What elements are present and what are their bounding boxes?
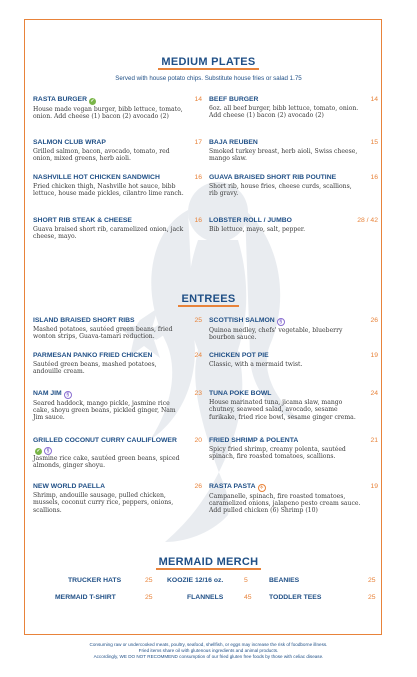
menu-item — [209, 96, 378, 120]
merch-item-name: MERMAID T-SHIRT — [55, 594, 116, 601]
menu-item-price: 16 — [370, 174, 378, 181]
merch-item-name: TODDLER TEES — [269, 594, 322, 601]
menu-item-name-text: PARMESAN PANKO FRIED CHICKEN — [33, 352, 153, 359]
menu-item-description: Grilled salmon, bacon, avocado, tomato, red onion, mixed greens, herb aioli. — [33, 148, 170, 163]
menu-item-name-text: SCOTTISH SALMON — [209, 317, 275, 324]
menu-item-name-text: TUNA POKE BOWL — [209, 390, 272, 397]
menu-item-description: Bib lettuce, mayo, salt, pepper. — [209, 226, 306, 233]
menu-item — [33, 96, 202, 120]
menu-item-price: 28 / 42 — [357, 217, 378, 224]
menu-item-price: 24 — [370, 390, 378, 397]
menu-item-name — [33, 139, 185, 148]
menu-item — [33, 139, 202, 163]
menu-item — [33, 437, 202, 470]
menu-item-name-text: GUAVA BRAISED SHORT RIB POUTINE — [209, 174, 337, 181]
merch-item-name: FLANNELS — [187, 594, 224, 601]
menu-item-price: 23 — [194, 390, 202, 397]
menu-item-description: Campanelle, spinach, fire roasted tomatoes, caramelized onions, jalapeno pesto cream sauce. Add pulled chicken (6) Shrimp (10) — [209, 492, 361, 515]
menu-item-name-text: FRIED SHRIMP & POLENTA — [209, 437, 299, 444]
merch-item-price: 5 — [244, 577, 248, 584]
menu-item-name — [33, 390, 185, 399]
menu-item-description: Spicy fried shrimp, creamy polenta, sautéed spinach, fire roasted tomatoes, scallions. — [209, 446, 346, 461]
menu-item-name — [209, 390, 361, 399]
menu-item-name-text: NAM JIM — [33, 390, 62, 397]
menu-item-name-text: BAJA REUBEN — [209, 139, 258, 146]
merch-item-name: BEANIES — [269, 577, 300, 584]
menu-item — [209, 317, 378, 341]
menu-item-price: 17 — [194, 139, 202, 146]
menu-item-price: 19 — [370, 483, 378, 490]
gluten-free-icon: § — [44, 447, 52, 455]
menu-item-price: 26 — [370, 317, 378, 324]
menu-item-name — [209, 217, 361, 226]
menu-item-price: 19 — [370, 352, 378, 359]
merch-item-price: 45 — [244, 594, 252, 601]
menu-item — [209, 174, 378, 198]
menu-item-description: Smoked turkey breast, herb aioli, Swiss cheese, mango slaw. — [209, 148, 358, 163]
menu-item-description: House marinated tuna, jicama slaw, mango chutney, seaweed salad, avocado, sesame furikake, fried rice bowl, sesame ginger crema. — [209, 399, 356, 421]
menu-item — [209, 390, 378, 421]
menu-item — [209, 437, 378, 461]
menu-item-description: Classic, with a mermaid twist. — [209, 361, 303, 368]
menu-item-price: 14 — [370, 96, 378, 103]
menu-item-name-text: RASTA PASTA — [209, 483, 256, 490]
menu-item-name — [209, 437, 361, 446]
menu-item-price: 21 — [370, 437, 378, 444]
menu-item-description: Seared haddock, mango pickle, jasmine rice cake, shoyu green beans, pickled ginger, Nam Jim sauce. — [33, 399, 176, 422]
menu-item-name — [33, 437, 185, 455]
gluten-free-icon: § — [64, 391, 72, 399]
menu-item — [33, 352, 202, 376]
merch-item-price: 25 — [145, 594, 153, 601]
footer-line: Consuming raw or undercooked meats, poultry, seafood, shellfish, or eggs may increase the risk of foodborne illness. — [89, 642, 328, 647]
menu-item-name-text: NEW WORLD PAELLA — [33, 483, 105, 490]
menu-item-price: 25 — [194, 317, 202, 324]
menu-item-name-text: SALMON CLUB WRAP — [33, 139, 106, 146]
menu-item-description: Shrimp, andouille sausage, pulled chicken, mussels, coconut curry rice, peppers, onions, scallions. — [33, 492, 174, 514]
menu-item-name — [209, 174, 361, 183]
menu-item-name-text: CHICKEN POT PIE — [209, 352, 269, 359]
section-subtitle: Served with house potato chips. Substitute house fries or salad 1.75 — [115, 75, 302, 82]
footer-note — [0, 642, 417, 661]
menu-item-name-text: LOBSTER ROLL / JUMBO — [209, 217, 292, 224]
section-title-merch: MERMAID MERCH — [0, 556, 417, 570]
menu-item-description: Mashed potatoes, sautéed green beans, fried wonton strips, Guava-tamari reduction. — [33, 326, 173, 341]
menu-item — [209, 483, 378, 515]
menu-item-name — [33, 483, 185, 492]
menu-item-name — [209, 139, 361, 148]
menu-item-description: Quinoa medley, chefs' vegetable, blueberry bourbon sauce. — [209, 326, 343, 341]
menu-item-price: 14 — [194, 96, 202, 103]
menu-item-description: Jasmine rice cake, sautéed green beans, spiced almonds, ginger shoyu. — [33, 455, 180, 470]
menu-item-name — [209, 352, 361, 361]
section-title-entrees: ENTREES — [0, 293, 417, 307]
menu-item-name-text: SHORT RIB STEAK & CHEESE — [33, 217, 132, 224]
menu-item-name — [209, 96, 361, 105]
footer-line: Fried items share oil with glutenous ingredients and animal products. — [138, 648, 279, 654]
merch-item-price: 25 — [368, 594, 376, 601]
menu-item-name — [33, 317, 185, 326]
menu-item-price: 16 — [194, 174, 202, 181]
menu-item — [209, 217, 378, 233]
footer-line: Accordingly, WE DO NOT RECOMMEND consumption of our fried gluten free foods by those with celiac disease. — [93, 654, 324, 660]
menu-item-name — [33, 352, 185, 361]
menu-item-price: 16 — [194, 217, 202, 224]
menu-item-price: 26 — [194, 483, 202, 490]
merch-item-name: TRUCKER HATS — [68, 577, 122, 584]
menu-item-description: Short rib, house fries, cheese curds, scallions, rib gravy. — [209, 183, 352, 198]
menu-item — [33, 483, 202, 514]
menu-item-description: House made vegan burger, bibb lettuce, tomato, onion. Add cheese (1) bacon (2) avocado (2) — [33, 105, 183, 120]
menu-item-description: Fried chicken thigh, Nashville hot sauce, bibb lettuce, house made pickles, cilantro lime ranch. — [33, 183, 184, 198]
menu-item-name-text: NASHVILLE HOT CHICKEN SANDWICH — [33, 174, 160, 181]
vegan-leaf-icon: ✓ — [90, 98, 95, 104]
menu-item-price: 15 — [370, 139, 378, 146]
menu-item — [33, 217, 202, 241]
merch-item-price: 25 — [145, 577, 153, 584]
menu-item — [33, 174, 202, 198]
menu-item-price: 20 — [194, 437, 202, 444]
gluten-free-icon: § — [277, 318, 285, 326]
menu-item — [33, 317, 202, 341]
menu-item-name-text: BEEF BURGER — [209, 96, 259, 103]
menu-item-description: Sautéed green beans, mashed potatoes, andouille cream. — [33, 361, 157, 376]
merch-item-name: KOOZIE 12/16 oz. — [167, 577, 224, 584]
menu-item-description: 6oz. all beef burger, bibb lettuce, tomato, onion. Add cheese (1) bacon (2) avocado (2) — [209, 105, 359, 120]
menu-item-name-text: GRILLED COCONUT CURRY CAULIFLOWER — [33, 437, 177, 444]
vegan-leaf-icon: ✓ — [36, 447, 41, 454]
menu-item-name — [33, 217, 185, 226]
spicy-pepper-icon: ✧ — [259, 485, 264, 491]
menu-item-name-text: RASTA BURGER — [33, 96, 87, 103]
menu-item-name-text: ISLAND BRAISED SHORT RIBS — [33, 317, 135, 324]
menu-item-name — [33, 96, 185, 105]
menu-item-description: Guava braised short rib, caramelized onion, jack cheese, mayo. — [33, 226, 184, 241]
menu-item — [209, 139, 378, 163]
menu-item-name — [33, 174, 185, 183]
menu-item — [209, 352, 378, 368]
merch-item-price: 25 — [368, 577, 376, 584]
menu-item-name — [209, 317, 361, 326]
menu-item — [33, 390, 202, 422]
menu-item-name — [209, 483, 361, 492]
section-title-medium-plates: MEDIUM PLATES — [0, 56, 417, 70]
menu-item-price: 24 — [194, 352, 202, 359]
